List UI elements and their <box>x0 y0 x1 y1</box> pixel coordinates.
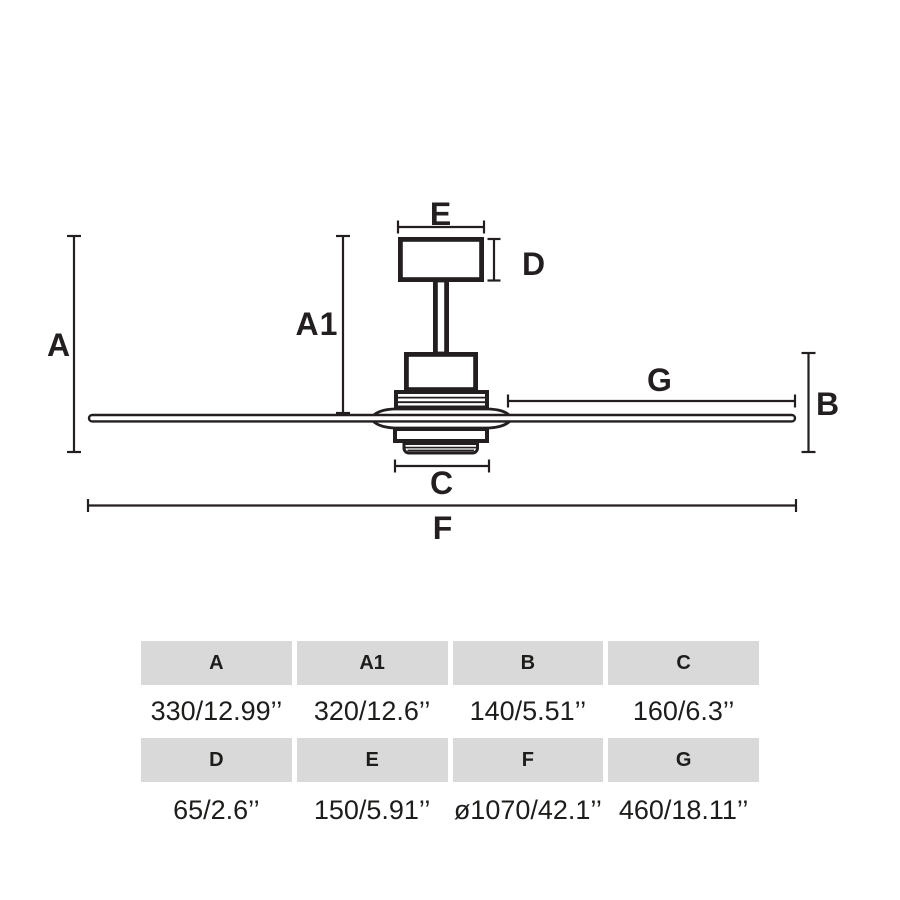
motor-housing <box>406 354 475 389</box>
spec-header-cell-a1: A1 <box>297 641 448 685</box>
spec-value-cell-b: 140/5.51’’ <box>453 685 604 738</box>
spec-value-cell-a1: 320/12.6’’ <box>297 685 448 738</box>
canopy-box <box>400 239 481 279</box>
dim-label-g: G <box>647 362 673 398</box>
dim-label-d: D <box>521 246 547 282</box>
spec-value-cell-g: 460/18.11’’ <box>608 782 759 838</box>
spec-header-cell-a: A <box>141 641 292 685</box>
lower-housing <box>395 429 487 441</box>
dim-label-f: F <box>432 510 454 546</box>
spec-value-cell-f: ø1070/42.1’’ <box>453 782 604 838</box>
dim-label-a: A <box>46 327 72 363</box>
spec-header-cell-e: E <box>297 738 448 782</box>
spec-header-cell-f: F <box>453 738 604 782</box>
motor-band <box>396 392 487 408</box>
dim-label-b: B <box>815 386 841 422</box>
spec-header-cell-c: C <box>608 641 759 685</box>
spec-header-cell-b: B <box>453 641 604 685</box>
dim-label-a1: A1 <box>295 306 339 342</box>
spec-value-cell-e: 150/5.91’’ <box>297 782 448 838</box>
fan-blade <box>89 415 795 421</box>
dim-line-d <box>488 239 501 281</box>
spec-value-cell-c: 160/6.3’’ <box>608 685 759 738</box>
dim-label-c: C <box>429 465 455 501</box>
downrod <box>435 280 446 354</box>
dim-line-b <box>802 353 816 452</box>
dimension-table <box>141 641 759 838</box>
dim-label-e: E <box>429 196 453 232</box>
spec-value-cell-d: 65/2.6’’ <box>141 782 292 838</box>
spec-header-cell-d: D <box>141 738 292 782</box>
spec-value-cell-a: 330/12.99’’ <box>141 685 292 738</box>
spec-header-cell-g: G <box>608 738 759 782</box>
